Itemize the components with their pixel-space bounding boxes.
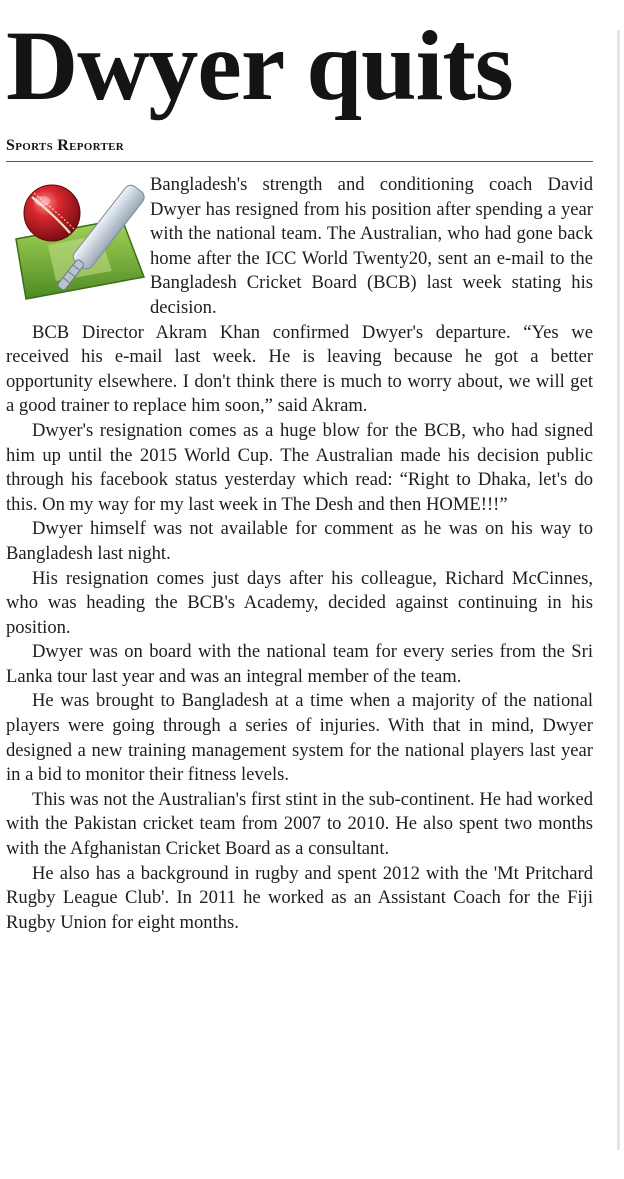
column-divider bbox=[617, 30, 620, 1150]
paragraph: His resignation comes just days after his colleague, Richard McCinnes, who was heading the BCB's Academy, decided against continuing in his position. bbox=[6, 567, 593, 638]
paragraph: BCB Director Akram Khan confirmed Dwyer's departure. “Yes we received his e-mail last week. He is leaving because he got a better opportunity elsewhere. I don't think there is much to worry about, we will get a good trainer to replace him soon,” said Akram. bbox=[6, 321, 593, 417]
paragraph: Dwyer was on board with the national team for every series from the Sri Lanka tour last year and was an integral member of the team. bbox=[6, 641, 593, 687]
paragraph: Bangladesh's strength and conditioning coach David Dwyer has resigned from his position after spending a year with the national team. The Australian, who had gone back home after the ICC World Twenty20, sent an e-mail to the Bangladesh Cricket Board (BCB) last week stating his decision. bbox=[150, 174, 593, 318]
news-article bbox=[6, 10, 593, 935]
paragraph: This was not the Australian's first stint in the sub-continent. He had worked with the Pakistan cricket team from 2007 to 2010. He also spent two months with the Afghanistan Cricket Board as a consultant. bbox=[6, 788, 593, 860]
byline-rule bbox=[6, 161, 593, 162]
paragraph: Dwyer himself was not available for comment as he was on his way to Bangladesh last night. bbox=[6, 518, 593, 564]
paragraph: Dwyer's resignation comes as a huge blow for the BCB, who had signed him up until the 2015 World Cup. The Australian made his decision public through his facebook status yesterday which read: “Right to Dhaka, let's do this. On my way for my last week in The Desh and then HOME!!!” bbox=[6, 419, 593, 515]
paragraph: He was brought to Bangladesh at a time when a majority of the national players were going through a series of injuries. With that in mind, Dwyer designed a new training management system for the national players last year in a bid to monitor their fitness levels. bbox=[6, 690, 593, 786]
article-body bbox=[6, 173, 593, 935]
cricket-ball-and-stumps-icon bbox=[4, 175, 146, 307]
byline: Sports Reporter bbox=[6, 137, 125, 154]
headline: Dwyer quits bbox=[6, 10, 513, 121]
paragraph: He also has a background in rugby and spent 2012 with the 'Mt Pritchard Rugby League Club'. In 2011 he worked as an Assistant Coach for the Fiji Rugby Union for eight months. bbox=[6, 862, 593, 933]
